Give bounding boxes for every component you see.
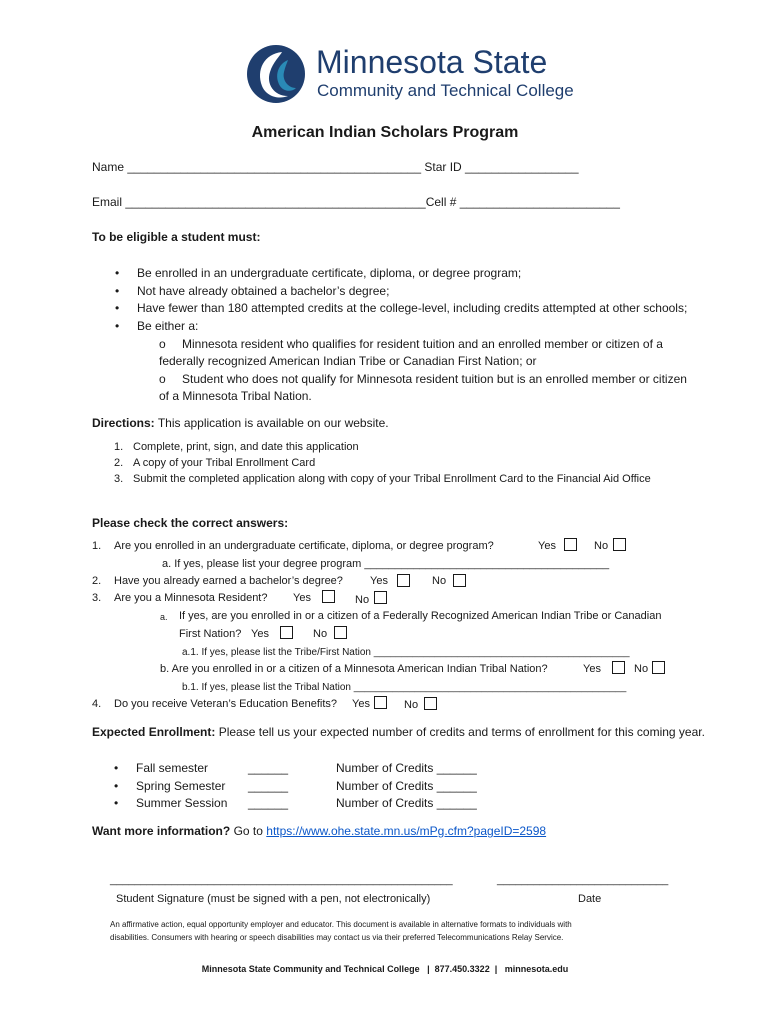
sub-marker: o: [159, 372, 166, 386]
more-info-label: Want more information?: [92, 824, 231, 838]
q2-no-checkbox[interactable]: [453, 574, 466, 587]
page-title: American Indian Scholars Program: [251, 124, 519, 141]
eligibility-item: • Not have already obtained a bachelor’s degree;: [137, 284, 389, 298]
eligibility-item: • Be enrolled in an undergraduate certificate, diploma, or degree program;: [137, 266, 521, 280]
signature-label: Student Signature (must be signed with a pen, not electronically): [116, 893, 431, 905]
q2-yes-checkbox[interactable]: [397, 574, 410, 587]
q3a-yes-checkbox[interactable]: [280, 626, 293, 639]
q3a-no-checkbox[interactable]: [334, 626, 347, 639]
q1-text: Are you enrolled in an undergraduate certificate, diploma, or degree program?: [114, 540, 494, 552]
q3a-no-label: No: [313, 628, 328, 640]
step-number: 3.: [114, 473, 124, 485]
q2-no-label: No: [432, 575, 447, 587]
sub-option-1: Minnesota resident who qualifies for resident tuition and an enrolled member or citizen of a: [182, 337, 663, 351]
q3b-yes-checkbox[interactable]: [612, 661, 625, 674]
step-text: Submit the completed application along with copy of your Tribal Enrollment Card to the Financial Aid Office: [133, 473, 651, 485]
q3b-no-checkbox[interactable]: [652, 661, 665, 674]
term-credits[interactable]: Number of Credits ______: [336, 796, 477, 810]
sub-marker: o: [159, 337, 166, 351]
term-credits[interactable]: Number of Credits ______: [336, 761, 477, 775]
directions-label: Directions:: [92, 416, 155, 430]
footer-separator: |: [494, 964, 498, 974]
q1a-degree-program[interactable]: a. If yes, please list your degree program ________________________________________: [162, 558, 610, 570]
date-label: Date: [578, 893, 602, 905]
term-blank[interactable]: ______: [248, 796, 289, 810]
step-number: 1.: [114, 441, 124, 453]
name-row: [92, 160, 579, 174]
q3a-text-cont: First Nation?: [179, 628, 242, 640]
q2-number: 2.: [92, 575, 102, 587]
q3b-no-label: No: [634, 663, 649, 675]
q3b-text: b. Are you enrolled in or a citizen of a Minnesota American Indian Tribal Nation?: [160, 663, 548, 675]
q4-text: Do you receive Veteran’s Education Benefits?: [114, 698, 337, 710]
sub-option-2-cont: of a Minnesota Tribal Nation.: [159, 389, 312, 403]
q3a-yes-label: Yes: [251, 628, 269, 640]
starid-field[interactable]: _________________: [465, 160, 579, 174]
cell-label: Cell #: [425, 195, 457, 209]
disclaimer-line-2: disabilities. Consumers with hearing or speech disabilities may contact us via their preferred Telecommunications Relay Service.: [110, 933, 564, 942]
email-row: [92, 195, 620, 209]
email-field[interactable]: _____________________________________________: [125, 195, 426, 209]
q3a-text: If yes, are you enrolled in or a citizen of a Federally Recognized American Indian Tribe or Canadian: [179, 610, 662, 622]
q4-yes-checkbox[interactable]: [374, 696, 387, 709]
directions: [92, 416, 389, 430]
name-field[interactable]: ____________________________________________: [127, 160, 422, 174]
logo-title: Minnesota State: [316, 44, 548, 80]
name-label: Name: [92, 160, 125, 174]
logo-mark-icon: [244, 42, 308, 106]
eligibility-item: • Be either a:: [137, 319, 198, 333]
more-info: [92, 824, 546, 838]
q1-no-label: No: [594, 540, 609, 552]
footer-website: minnesota.edu: [504, 964, 569, 974]
date-line[interactable]: ____________________________: [497, 874, 669, 886]
term-label: • Summer Session: [136, 796, 227, 810]
directions-text: This application is available on our website.: [157, 416, 389, 430]
eligibility-heading: To be eligible a student must:: [92, 230, 261, 244]
footer-college: Minnesota State Community and Technical College: [201, 964, 420, 974]
q2-yes-label: Yes: [370, 575, 388, 587]
eligibility-item: • Have fewer than 180 attempted credits at the college-level, including credits attempted at other schools;: [137, 301, 687, 315]
enrollment-text: Please tell us your expected number of credits and terms of enrollment for this coming year.: [218, 725, 705, 739]
q3-number: 3.: [92, 592, 102, 604]
q4-number: 4.: [92, 698, 102, 710]
enrollment-intro: [92, 725, 705, 739]
q3b-yes-label: Yes: [583, 663, 601, 675]
footer-separator: |: [427, 964, 430, 974]
sub-option-1-cont: federally recognized American Indian Tribe or Canadian First Nation; or: [159, 354, 537, 368]
q3-yes-checkbox[interactable]: [322, 590, 335, 603]
footer-phone: 877.450.3322: [434, 964, 490, 974]
starid-label: Star ID: [424, 160, 462, 174]
q4-no-checkbox[interactable]: [424, 697, 437, 710]
sub-option-2: Student who does not qualify for Minnesota resident tuition but is an enrolled member or citizen: [182, 372, 687, 386]
step-text: A copy of your Tribal Enrollment Card: [133, 457, 316, 469]
step-number: 2.: [114, 457, 124, 469]
email-label: Email: [92, 195, 123, 209]
q3-yes-label: Yes: [293, 592, 311, 604]
q3-no-checkbox[interactable]: [374, 591, 387, 604]
q1-yes-label: Yes: [538, 540, 556, 552]
q4-yes-label: Yes: [352, 698, 370, 710]
term-label: • Fall semester: [136, 761, 208, 775]
more-info-go-to: Go to: [233, 824, 263, 838]
q3-text: Are you a Minnesota Resident?: [114, 592, 268, 604]
college-logo: [244, 40, 604, 110]
q3-no-label: No: [355, 594, 370, 606]
q1-number: 1.: [92, 540, 102, 552]
step-text: Complete, print, sign, and date this application: [133, 441, 359, 453]
q3a-letter: a.: [160, 612, 168, 622]
term-label: • Spring Semester: [136, 779, 225, 793]
q3b1-tribal-nation[interactable]: b.1. If yes, please list the Tribal Nation _________________________________________________: [182, 682, 627, 693]
q4-no-label: No: [404, 699, 419, 711]
q1-yes-checkbox[interactable]: [564, 538, 577, 551]
disclaimer-line-1: An affirmative action, equal opportunity employer and educator. This document is available in alternative formats to individuals with: [110, 920, 572, 929]
term-blank[interactable]: ______: [248, 779, 289, 793]
signature-line[interactable]: ________________________________________________________: [110, 874, 453, 886]
q2-text: Have you already earned a bachelor’s degree?: [114, 575, 343, 587]
footer: [0, 964, 770, 974]
questions-heading: Please check the correct answers:: [92, 516, 289, 530]
q3a1-tribe-first-nation[interactable]: a.1. If yes, please list the Tribe/First Nation ______________________________________________: [182, 647, 630, 658]
logo-subtitle: Community and Technical College: [317, 81, 574, 100]
cell-field[interactable]: ________________________: [459, 195, 620, 209]
ohe-website-link[interactable]: https://www.ohe.state.mn.us/mPg.cfm?pageID=2598: [266, 824, 547, 838]
q1-no-checkbox[interactable]: [613, 538, 626, 551]
enrollment-label: Expected Enrollment:: [92, 725, 216, 739]
term-credits[interactable]: Number of Credits ______: [336, 779, 477, 793]
term-blank[interactable]: ______: [248, 761, 289, 775]
